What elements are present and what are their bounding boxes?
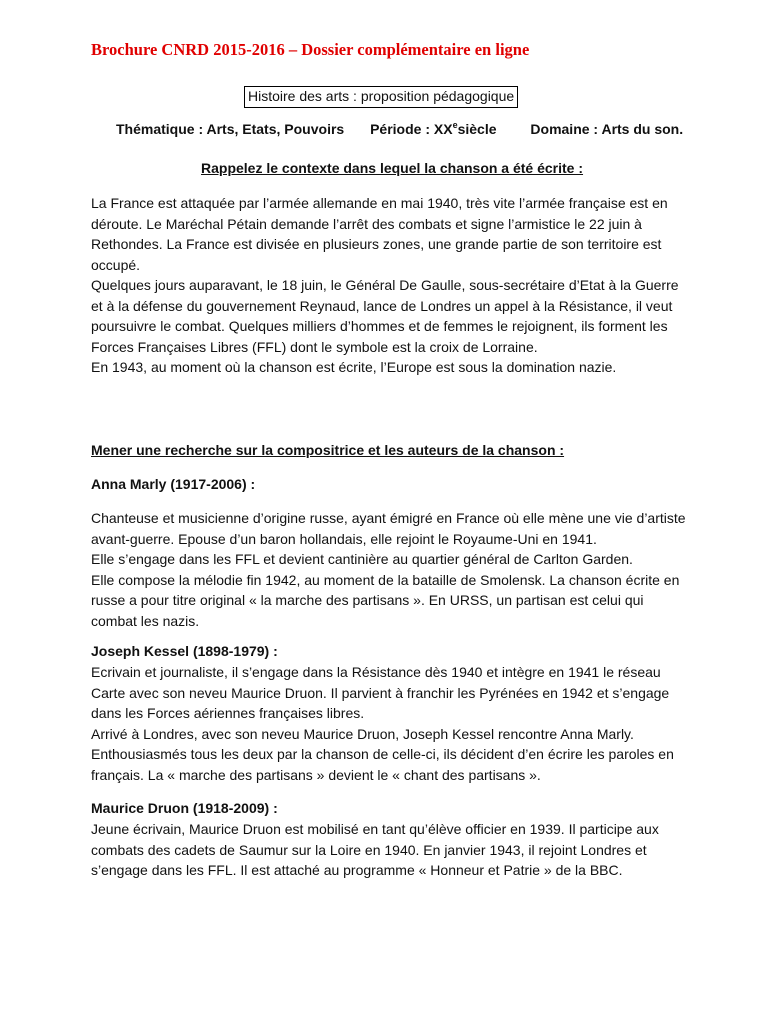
druon-paragraph: Jeune écrivain, Maurice Druon est mobilisé en tant qu’élève officier en 1939. Il participe aux combats des cadets de Saumur sur la Loire en 1940. En janvier 1943, il rejoint Londres et s’engage dans les FFL. Il est attaché au programme « Honneur et Patrie » de la BBC.: [91, 821, 659, 878]
periode-sup: e: [452, 120, 458, 130]
context-paragraph: Quelques jours auparavant, le 18 juin, le Général De Gaulle, sous-secrétaire d’Etat à la Guerre et à la défense du gouvernement Reynaud, lance de Londres un appel à la Résistance, il veut poursuivre le combat. Quelques milliers d’hommes et de femmes le rejoignent, ils forment les Forces Françaises Libres (FFL) dont le symbole est la croix de Lorraine.: [91, 277, 679, 355]
periode: [370, 120, 496, 137]
context-heading: Rappelez le contexte dans lequel la chanson a été écrite :: [201, 160, 584, 176]
boxed-title: Histoire des arts : proposition pédagogique: [244, 86, 518, 108]
periode-suffix: siècle: [457, 120, 497, 137]
brochure-header: Brochure CNRD 2015-2016 – Dossier complémentaire en ligne: [91, 40, 530, 59]
research-heading: Mener une recherche sur la compositrice et les auteurs de la chanson :: [91, 442, 565, 458]
periode-prefix: Période : XX: [370, 120, 453, 137]
maurice-druon-heading: Maurice Druon (1918-2009) :: [91, 800, 278, 816]
context-paragraph: En 1943, au moment où la chanson est écrite, l’Europe est sous la domination nazie.: [91, 359, 617, 375]
anna-paragraph: Elle s’engage dans les FFL et devient cantinière au quartier général de Carlton Garden.: [91, 551, 633, 567]
kessel-paragraph: Ecrivain et journaliste, il s’engage dans la Résistance dès 1940 et intègre en 1941 le réseau Carte avec son neveu Maurice Druon. Il parvient à franchir les Pyrénées en 1942 et s’engage dans les Forces aériennes françaises libres.: [91, 664, 670, 721]
maurice-druon-body: [91, 819, 691, 881]
joseph-kessel-body: [91, 662, 691, 785]
anna-marly-body: [91, 508, 691, 631]
meta-line: [116, 120, 683, 137]
context-paragraph: La France est attaquée par l’armée allemande en mai 1940, très vite l’armée française est en déroute. Le Maréchal Pétain demande l’arrêt des combats et signe l’armistice le 22 juin à Rethondes. La France est divisée en plusieurs zones, une grande partie de son territoire est occupé.: [91, 195, 668, 273]
domaine: Domaine : Arts du son.: [530, 120, 684, 137]
context-body: [91, 193, 691, 378]
thematique: Thématique : Arts, Etats, Pouvoirs: [116, 120, 345, 137]
anna-paragraph: Elle compose la mélodie fin 1942, au moment de la bataille de Smolensk. La chanson écrite en russe a pour titre original « la marche des partisans ». En URSS, un partisan est celui qui combat les nazis.: [91, 571, 680, 629]
anna-paragraph: Chanteuse et musicienne d’origine russe, ayant émigré en France où elle mène une vie d’artiste avant-guerre. Epouse d’un baron hollandais, elle rejoint le Royaume-Uni en 1941.: [91, 510, 686, 547]
joseph-kessel-heading: Joseph Kessel (1898-1979) :: [91, 643, 278, 659]
kessel-paragraph: Arrivé à Londres, avec son neveu Maurice Druon, Joseph Kessel rencontre Anna Marly. Enthousiasmés tous les deux par la chanson de celle-ci, ils décident d’en écrire les paroles en français. La « marche des partisans » devient le « chant des partisans ».: [91, 725, 674, 783]
anna-marly-heading: Anna Marly (1917-2006) :: [91, 476, 256, 492]
